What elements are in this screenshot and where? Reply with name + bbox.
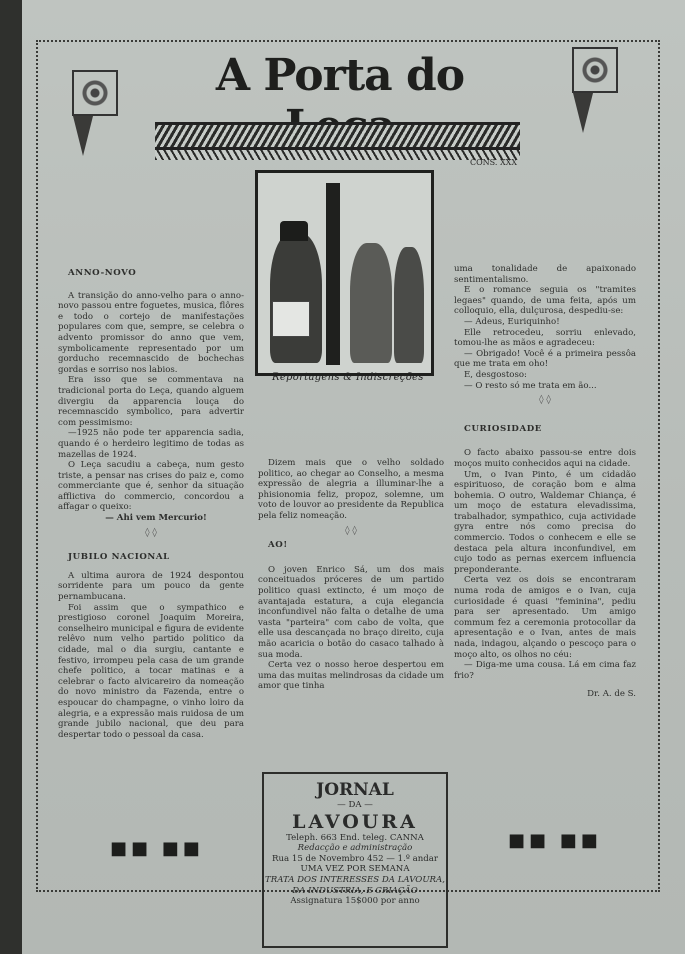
page-edge-shadow — [0, 0, 22, 954]
paragraph: Certa vez o nosso heroe despertou em uma das muitas melindrosas da cidade um amor que tinha — [258, 660, 444, 692]
paragraph: O facto abaixo passou-se entre dois moços muito conhecidos aqui na cidade. — [454, 448, 636, 469]
woman-figure — [350, 243, 392, 363]
paragraph: Dizem mais que o velho soldado politico, ao chegar ao Conselho, a mesma expressão de alegria a illuminar-lhe a phisionomia feliz, propoz, solemne, um voto de louvor ao presidente da Republica pela feliz nomeação. — [258, 458, 444, 521]
paragraph: A ultima aurora de 1924 despontou sorridente para um pouco da gente pernambucana. — [58, 570, 244, 603]
separator-ornament: ◊ ◊ — [345, 525, 357, 536]
paragraph: Era isso que se commentava na tradicional porta do Leça, quando alguem divergiu da apparencia louça do recemnascido symbolico, para advertir com pessimismo: — [58, 375, 244, 428]
masthead-cons: CONS. XXX — [470, 158, 518, 167]
section-heading-anno-novo: ANNO-NOVO — [68, 268, 137, 278]
paragraph: uma tonalidade de apaixonado sentimentalismo. — [454, 264, 636, 285]
paragraph: E o romance seguia os "tramites legaes" quando, de uma feita, após um colloquio, ella, dulçurosa, despediu-se: — [454, 285, 636, 317]
left-ornament-stem-icon — [73, 116, 93, 156]
ad-jornal: JORNAL — [316, 780, 394, 800]
section-heading-jubilo: JUBILO NACIONAL — [68, 552, 170, 563]
paragraph: — Ahi vem Mercurio! — [105, 513, 207, 524]
decorative-squares-left: ■■ ■■ — [110, 838, 204, 859]
separator-ornament: ◊ ◊ — [539, 395, 551, 406]
section-heading-curiosidade: CURIOSIDADE — [464, 423, 542, 434]
doorway-post — [326, 183, 340, 365]
paragraph: — Adeus, Euriquinho! — [464, 316, 560, 327]
column-middle — [258, 458, 444, 692]
newspaper-in-hand — [272, 301, 310, 337]
masthead-swirl-lower — [155, 150, 520, 160]
paragraph: O Leça sacudiu a cabeça, num gesto triste, a pensar nas crises do paiz e, como commerciante que é, senhor da situação afflictiva do commercio, concordou a affagar o queixo: — [58, 460, 244, 513]
ad-frequency: UMA VEZ POR SEMANA — [300, 864, 410, 875]
paragraph: — O resto só me trata em ão... — [464, 380, 597, 391]
right-ornament-stem-icon — [573, 93, 593, 133]
paragraph: Foi assim que o sympathico e prestigioso coronel Joaquim Moreira, conselheiro municipal e figura de evidente relêvo num velho partido politico da cidade, mal o dia surgiu, cantante e festivo, irrompeu pela casa de um grande chefe politico, a tocar matinas e a celebrar o facto alvicareiro da nomeação do novo ministro da Fazenda, entre o espoucar do champagne, o vinho loiro da alegria, e a expressão mais ruidosa de um grande jubilo nacional, que deu para despertar todo o pessoal da casa. — [58, 602, 244, 740]
illustration-caption: Reportagens & Indiscreções — [272, 372, 424, 383]
illustration-frame — [255, 170, 434, 376]
signature: Dr. A. de S. — [587, 689, 636, 700]
ad-subscription: Assignatura 15$000 por anno — [290, 896, 420, 907]
ad-address: Rua 15 de Novembro 452 — 1.º andar — [272, 853, 438, 864]
paragraph: E, desgostoso: — [464, 369, 527, 380]
man-with-hat-figure — [270, 233, 322, 363]
paragraph: Elle retrocedeu, sorriu enlevado, tomou-lhe as mãos e agradeceu: — [454, 327, 636, 349]
column-right — [454, 264, 636, 700]
ad-redaccao: Redacção e administração — [297, 843, 413, 854]
masthead-swirl-band — [155, 122, 520, 150]
paragraph: — Diga-me uma cousa. Lá em cima faz frio? — [454, 660, 636, 681]
masthead-title: A Porta do — [215, 50, 465, 101]
jornal-da-lavoura-ad — [262, 772, 448, 948]
paragraph: Certa vez os dois se encontraram numa roda de amigos e o Ivan, cuja curiosidade é quasi "feminina", pediu para ser apresentado. Um amigo commum fez a ceremonia protocollar da apresentação e o Ivan, antes de mais nada, indagou, alçando o pescoço para o moço alto, os olhos no céu: — [454, 575, 636, 660]
left-ornament-icon — [72, 70, 118, 116]
section-heading-ao: AO! — [268, 540, 288, 551]
column-left — [58, 268, 244, 740]
paragraph: Um, o Ivan Pinto, é um cidadão espirituoso, de coração bom e alma bohemia. O outro, Waldemar Chiança, é um moço de estatura elevadissima, trabalhador, sympathico, cuja actividade gyra entre nós como precisa do commercio. Todos o conhecem e elle se destaca pela altura inconfundivel, em cujo todo as pernas exercem influencia preponderante. — [454, 469, 636, 575]
young-man-figure — [394, 247, 424, 363]
decorative-squares-right: ■■ ■■ — [508, 830, 602, 851]
ad-lavoura: LAVOURA — [292, 810, 418, 833]
paragraph: O joven Enrico Sá, um dos mais conceituados próceres de um partido politico quasi extincto, é um moço de avantajada estatura, a cuja elegancia inconfundivel não falta o detalhe de uma vasta "parteira" com cabo de volta, que elle usa descançada no braço direito, cuja mão acaricia o botão do casaco talhado à sua moda. — [258, 564, 444, 660]
paragraph: — Obrigado! Você é a primeira pessôa que me trata em oho! — [454, 348, 636, 370]
right-ornament-icon — [572, 47, 618, 93]
paragraph: —1925 não pode ter apparencia sadia, quando é o herdeiro legitimo de todas as mazellas de 1924. — [58, 428, 244, 460]
separator-ornament: ◊ ◊ — [145, 527, 157, 538]
ad-topics: TRATA DOS INTERESSES DA LAVOURA, DA INDUSTRIA, E CRIAÇÃO — [265, 874, 445, 896]
bowler-hat-icon — [280, 221, 308, 241]
paragraph: A transição do anno-velho para o anno-novo passou entre foguetes, musica, flôres e todo o cortejo de manifestações populares com que, sempre, se celebra o advento promissor do anno que vem, symbolicamente representado por um gorducho recemnascido de bochechas gordas e sorriso nos labios. — [58, 290, 244, 375]
ad-da: — DA — — [337, 800, 373, 810]
ad-telephone: Teleph. 663 End. teleg. CANNA — [286, 832, 424, 843]
